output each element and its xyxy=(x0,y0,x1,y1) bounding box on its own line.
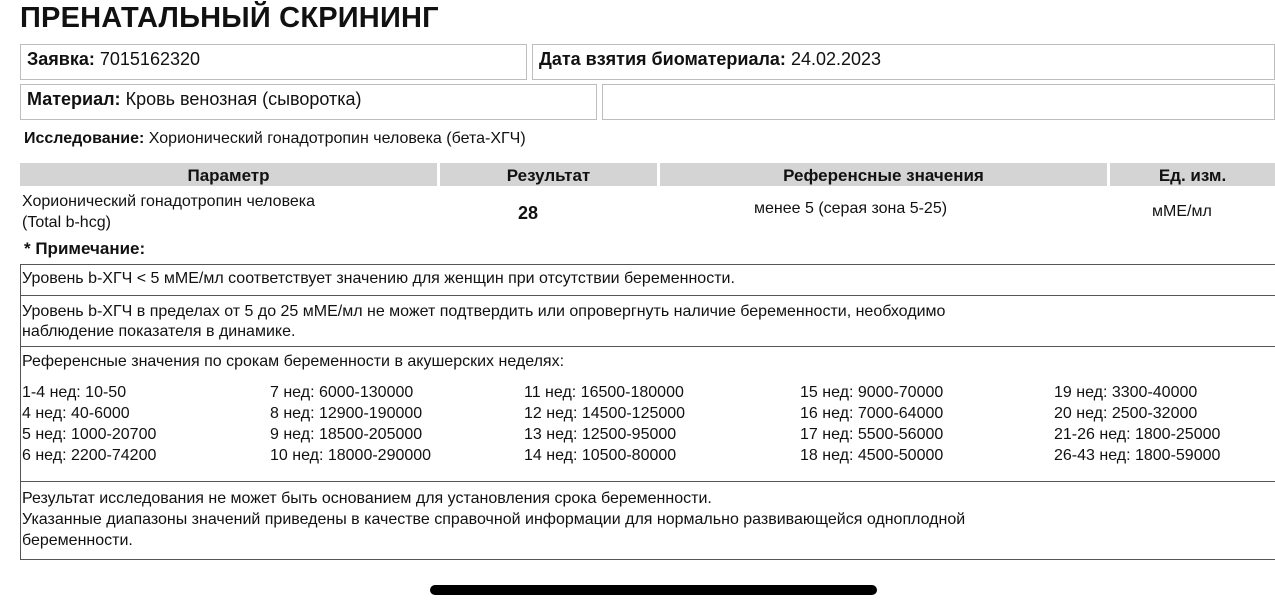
divider xyxy=(20,481,1275,482)
week-range: 26-43 нед: 1800-59000 xyxy=(1054,447,1221,464)
home-indicator[interactable] xyxy=(430,585,877,595)
result-value: 28 xyxy=(518,203,539,223)
weeks-col-4 xyxy=(800,382,943,466)
week-range: 21-26 нед: 1800-25000 xyxy=(1054,426,1221,443)
divider xyxy=(20,264,1275,265)
material-value: Кровь венозная (сыворотка) xyxy=(125,89,362,109)
order-label: Заявка: xyxy=(27,49,95,69)
note-line-2b: наблюдение показателя в динамике. xyxy=(22,323,296,340)
divider xyxy=(20,295,1275,296)
sample-date-value: 24.02.2023 xyxy=(790,49,882,69)
empty-field xyxy=(602,84,1275,120)
unit-value: мМЕ/мл xyxy=(1152,203,1212,220)
order-field xyxy=(20,44,527,80)
week-range: 16 нед: 7000-64000 xyxy=(800,405,944,422)
table-row-parameter xyxy=(22,191,315,233)
notes-left-border xyxy=(20,264,21,559)
material-field xyxy=(20,84,597,120)
week-range: 14 нед: 10500-80000 xyxy=(524,447,677,464)
week-range: 1-4 нед: 10-50 xyxy=(22,384,127,401)
parameter-name-line1: Хорионический гонадотропин человека xyxy=(22,193,316,210)
reference-weeks-title: Референсные значения по срокам беременности в акушерских неделях: xyxy=(22,353,565,370)
sample-date-label: Дата взятия биоматериала: xyxy=(539,49,786,69)
study-value: Хорионический гонадотропин человека (бета-ХГЧ) xyxy=(148,130,526,147)
weeks-col-3 xyxy=(524,382,685,466)
sample-date-field xyxy=(532,44,1275,80)
footer-line-1: Результат исследования не может быть основанием для установления срока беременности. xyxy=(22,490,712,507)
week-range: 11 нед: 16500-180000 xyxy=(524,384,684,401)
week-range: 6 нед: 2200-74200 xyxy=(22,447,157,464)
note-title: * Примечание: xyxy=(24,239,146,258)
week-range: 15 нед: 9000-70000 xyxy=(800,384,944,401)
week-range: 17 нед: 5500-56000 xyxy=(800,426,944,443)
week-range: 10 нед: 18000-290000 xyxy=(270,447,432,464)
divider xyxy=(20,346,1275,347)
column-header-result: Результат xyxy=(440,163,657,186)
column-header-reference: Референсные значения xyxy=(660,163,1107,186)
note-line-1: Уровень b-ХГЧ < 5 мМЕ/мл соответствует значению для женщин при отсутствии беременности. xyxy=(22,270,735,287)
study-label: Исследование: xyxy=(24,130,145,147)
weeks-col-2 xyxy=(270,382,431,466)
parameter-name-line2: (Total b-hcg) xyxy=(22,214,111,231)
column-header-unit: Ед. изм. xyxy=(1110,163,1275,186)
week-range: 18 нед: 4500-50000 xyxy=(800,447,944,464)
week-range: 12 нед: 14500-125000 xyxy=(524,405,686,422)
reference-value: менее 5 (серая зона 5-25) xyxy=(754,200,948,217)
footer-line-2: Указанные диапазоны значений приведены в качестве справочной информации для нормально развивающейся одноплодной xyxy=(22,511,966,528)
week-range: 8 нед: 12900-190000 xyxy=(270,405,423,422)
material-label: Материал: xyxy=(27,89,121,109)
week-range: 19 нед: 3300-40000 xyxy=(1054,384,1198,401)
order-value: 7015162320 xyxy=(99,49,200,69)
weeks-col-5 xyxy=(1054,382,1220,466)
note-line-2 xyxy=(22,302,945,342)
column-header-parameter: Параметр xyxy=(20,163,437,186)
footer-notes xyxy=(22,488,965,551)
divider xyxy=(20,559,1275,560)
note-line-2a: Уровень b-ХГЧ в пределах от 5 до 25 мМЕ/мл не может подтвердить или опровергнуть наличие беременности, необходимо xyxy=(22,303,946,320)
week-range: 13 нед: 12500-95000 xyxy=(524,426,677,443)
week-range: 20 нед: 2500-32000 xyxy=(1054,405,1198,422)
page-title: ПРЕНАТАЛЬНЫЙ СКРИНИНГ xyxy=(20,2,439,34)
study-line xyxy=(24,130,526,148)
footer-line-3: беременности. xyxy=(22,532,133,549)
week-range: 7 нед: 6000-130000 xyxy=(270,384,414,401)
week-range: 4 нед: 40-6000 xyxy=(22,405,130,422)
weeks-col-1 xyxy=(22,382,156,466)
week-range: 5 нед: 1000-20700 xyxy=(22,426,157,443)
week-range: 9 нед: 18500-205000 xyxy=(270,426,423,443)
